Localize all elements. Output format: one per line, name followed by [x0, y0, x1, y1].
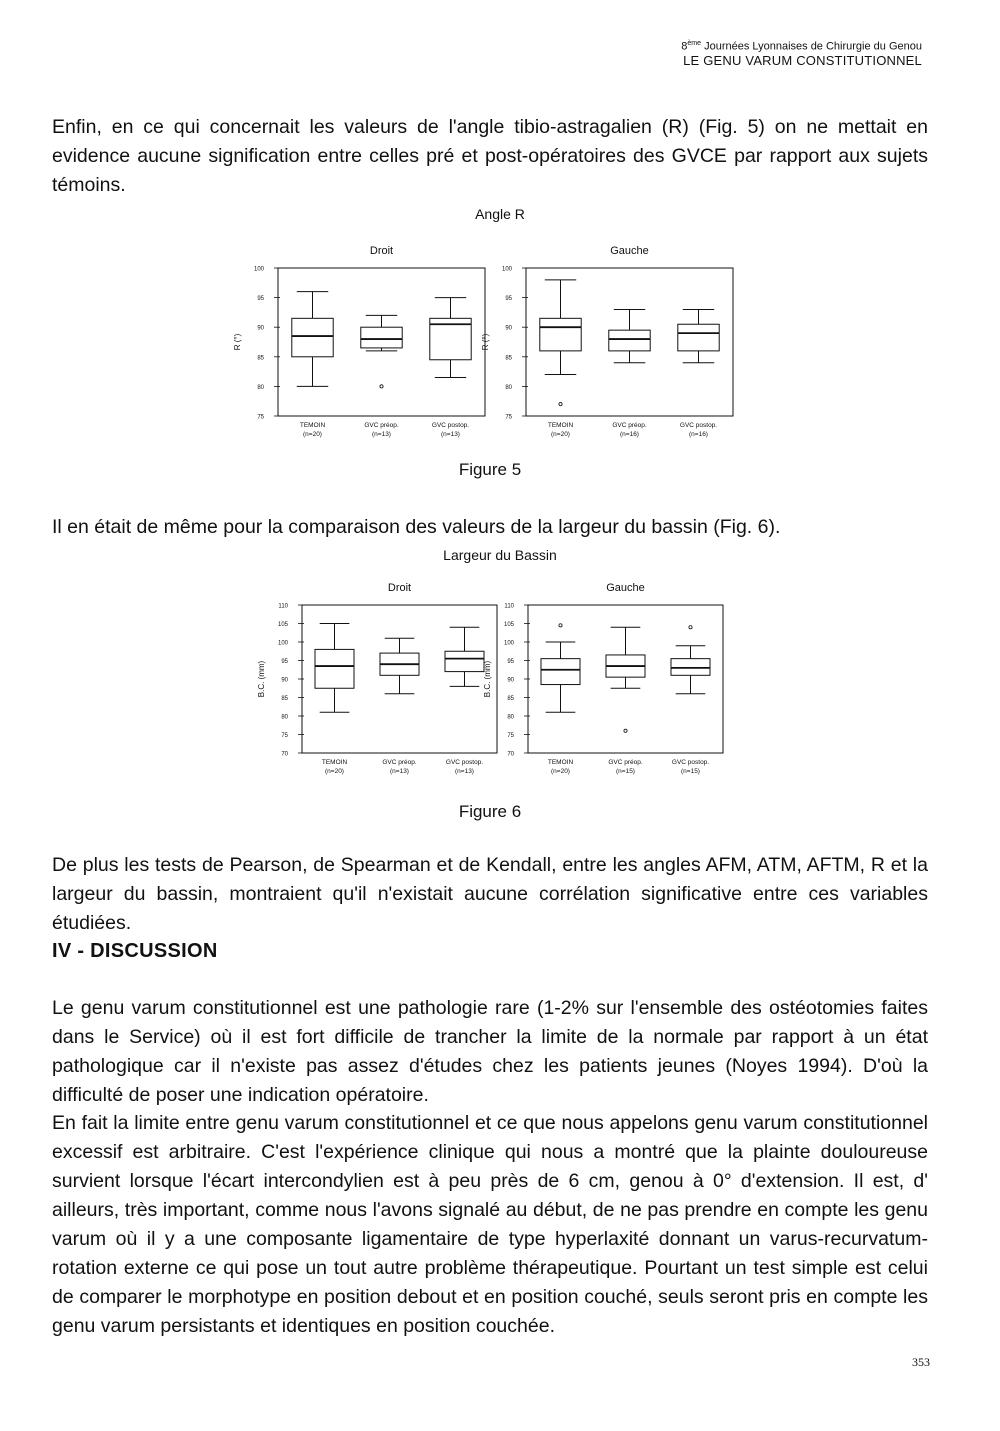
y-tick-label: 85: [507, 696, 514, 702]
y-tick-label: 90: [281, 677, 288, 684]
figure6-title: Largeur du Bassin: [443, 547, 557, 563]
y-tick-label: 100: [277, 640, 288, 647]
x-category-count: (n=20): [551, 431, 570, 438]
x-category-label: GVC postop.: [679, 422, 718, 429]
x-category-count: (n=16): [620, 431, 639, 438]
box-1: [315, 624, 354, 713]
box-3: [678, 309, 719, 362]
y-tick-label: 80: [281, 714, 288, 721]
x-category-label: GVC postop.: [445, 759, 484, 766]
x-category-label: GVC préop.: [364, 422, 399, 429]
box-iqr: [292, 318, 333, 356]
y-tick-label: 85: [281, 696, 288, 702]
x-category-count: (n=15): [681, 768, 700, 775]
x-category-count: (n=13): [390, 768, 409, 775]
outlier-point: [380, 385, 383, 388]
x-category-count: (n=13): [441, 431, 460, 438]
figure6-caption: Figure 6: [458, 802, 522, 821]
x-category-count: (n=13): [455, 768, 474, 775]
y-axis-label: B.C. (mm): [483, 660, 492, 698]
outlier-point: [559, 624, 562, 627]
y-axis-label: B.C. (mm): [257, 660, 266, 698]
x-category-label: TEMOIN: [547, 422, 574, 429]
box-3: [671, 626, 710, 694]
figure5-title: Angle R: [475, 206, 525, 222]
y-tick-label: 75: [505, 414, 512, 421]
y-tick-label: 95: [505, 296, 512, 303]
y-tick-label: 80: [507, 714, 514, 721]
y-tick-label: 75: [507, 733, 514, 739]
y-tick-label: 75: [281, 733, 288, 739]
y-tick-label: 85: [257, 355, 264, 362]
x-category-count: (n=13): [372, 431, 391, 438]
y-tick-label: 110: [278, 603, 288, 610]
figure5-panel-droit: [233, 245, 485, 438]
box-2: [609, 309, 650, 362]
y-axis-label: R (°): [233, 333, 242, 351]
y-tick-label: 100: [501, 266, 512, 273]
x-category-count: (n=20): [325, 768, 344, 775]
y-tick-label: 75: [257, 414, 264, 421]
box-iqr: [678, 324, 719, 351]
box-3: [445, 627, 484, 686]
page-number: 353: [912, 1355, 930, 1369]
box-iqr: [361, 327, 402, 348]
outlier-point: [689, 626, 692, 629]
outlier-point: [624, 729, 627, 732]
panel-label: Droit: [369, 245, 394, 257]
x-category-label: GVC postop.: [671, 759, 710, 766]
panel-label: Gauche: [606, 582, 645, 594]
paragraph-largeur-bassin: Il en était de même pour la comparaison des valeurs de la largeur du bassin (Fig. 6).: [52, 516, 781, 538]
box-3: [430, 298, 471, 378]
panel-label: Droit: [387, 582, 412, 594]
y-tick-label: 90: [257, 325, 264, 332]
box-iqr: [445, 651, 484, 671]
running-header-conference: 8ème Journées Lyonnaises de Chirurgie du Genou: [681, 40, 922, 53]
paragraph-discussion-limit: En fait la limite entre genu varum constitutionnel et ce que nous appelons genu varum constitutionnel excessif est arbitraire. C'est l'expérience clinique qui nous a montré que la plainte douloureuse survient lorsque l'écart intercondylien est à peu près de 6 cm, genou à 0° d'extension. Il est, d' ailleurs, très important, comme nous l'avons signalé au début, de ne pas prendre en compte les genu varum où il y a une composante ligamentaire de type hyperlaxité donnant un varus-recurvatum-rotation externe ce qui pose un tout autre problème thérapeutique. Pourtant un test simple est celui de comparer le morphotype en position debout et en position couché, seuls seront pris en compte les genu varum persistants et identiques en position couchée.: [52, 1112, 928, 1337]
y-tick-label: 110: [504, 603, 514, 610]
running-header-title: LE GENU VARUM CONSTITUTIONNEL: [683, 53, 922, 68]
x-category-label: TEMOIN: [321, 759, 348, 766]
y-axis-label: R (°): [481, 333, 490, 351]
figure5-panel-gauche: [481, 245, 733, 438]
x-category-label: GVC préop.: [608, 759, 643, 766]
x-category-count: (n=20): [551, 768, 570, 775]
y-tick-label: 100: [503, 640, 514, 647]
box-2: [606, 627, 645, 732]
y-tick-label: 70: [281, 751, 288, 758]
box-2: [361, 315, 402, 388]
figure5-charts: [230, 232, 750, 450]
x-category-label: TEMOIN: [547, 759, 574, 766]
x-category-count: (n=16): [689, 431, 708, 438]
figure6-panel-gauche: [483, 582, 723, 775]
y-tick-label: 95: [281, 659, 288, 665]
y-tick-label: 105: [277, 622, 288, 628]
y-tick-label: 70: [507, 751, 514, 758]
figure6-charts: [230, 570, 750, 795]
box-iqr: [540, 318, 581, 351]
y-tick-label: 80: [257, 384, 264, 391]
x-category-label: GVC préop.: [382, 759, 417, 766]
box-1: [540, 280, 581, 406]
y-tick-label: 90: [507, 677, 514, 684]
paragraph-angle-r: Enfin, en ce qui concernait les valeurs de l'angle tibio-astragalien (R) (Fig. 5) on ne mettait en evidence aucune signification entre celles pré et post-opératoires des GVCE par rapport aux sujets témoins.: [52, 116, 928, 196]
box-1: [292, 292, 333, 387]
y-tick-label: 85: [505, 355, 512, 362]
x-category-label: TEMOIN: [299, 422, 326, 429]
section-title-discussion: IV - DISCUSSION: [52, 940, 218, 962]
x-category-count: (n=15): [616, 768, 635, 775]
box-iqr: [315, 649, 354, 688]
panel-label: Gauche: [610, 245, 649, 257]
figure5-caption: Figure 5: [458, 460, 522, 479]
outlier-point: [559, 403, 562, 406]
box-iqr: [609, 330, 650, 351]
box-iqr: [671, 659, 710, 676]
figure6-panel-droit: [257, 582, 497, 775]
y-tick-label: 95: [507, 659, 514, 665]
y-tick-label: 100: [253, 266, 264, 273]
y-tick-label: 90: [505, 325, 512, 332]
paragraph-discussion-intro: Le genu varum constitutionnel est une pathologie rare (1-2% sur l'ensemble des ostéotomies faites dans le Service) où il est fort difficile de trancher la limite de la normale par rapport à un état pathologique car il n'existe pas assez d'études chez les patients jeunes (Noyes 1994). D'où la difficulté de poser une indication opératoire.: [52, 997, 928, 1106]
paragraph-correlation-tests: De plus les tests de Pearson, de Spearman et de Kendall, entre les angles AFM, ATM, AFTM, R et la largeur du bassin, montraient qu'il n'existait aucune corrélation significative entre ces variables étudiées.: [52, 854, 928, 934]
x-category-count: (n=20): [303, 431, 322, 438]
x-category-label: GVC postop.: [431, 422, 470, 429]
y-tick-label: 95: [257, 296, 264, 303]
y-tick-label: 80: [505, 384, 512, 391]
y-tick-label: 105: [503, 622, 514, 628]
box-1: [541, 624, 580, 713]
x-category-label: GVC préop.: [612, 422, 647, 429]
box-2: [380, 638, 419, 694]
box-iqr: [541, 659, 580, 685]
